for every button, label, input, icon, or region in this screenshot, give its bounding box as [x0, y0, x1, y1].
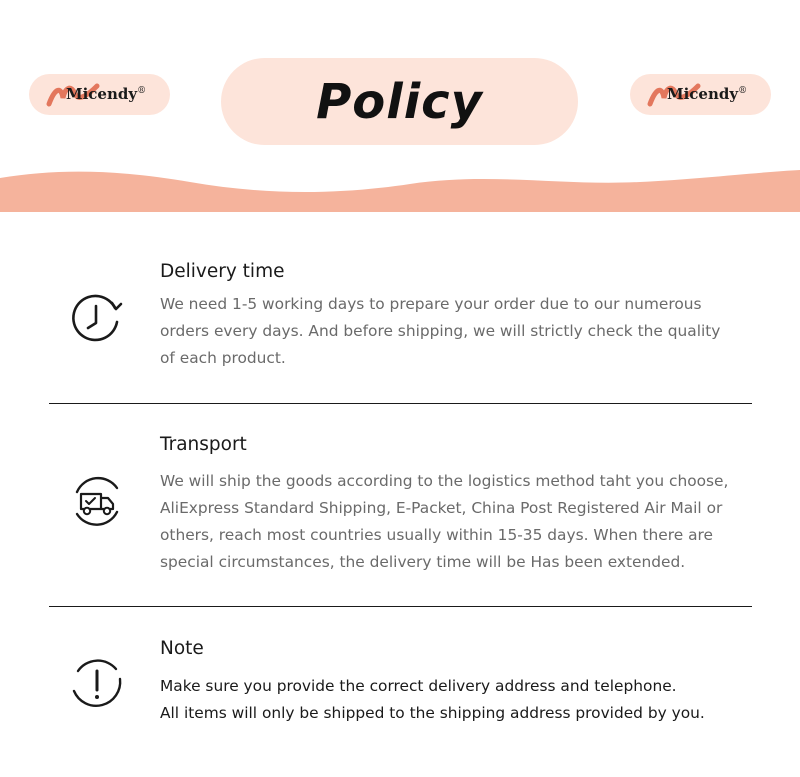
- section-body: [160, 468, 760, 576]
- brand-logo-right: [630, 74, 771, 115]
- title-pill: [221, 58, 578, 145]
- section-title: Delivery time: [160, 261, 285, 282]
- delivery-truck-icon: [68, 472, 126, 530]
- section-body: [160, 673, 760, 727]
- brand-name: Micendy®: [667, 85, 748, 103]
- section-title: Transport: [160, 434, 247, 455]
- body-line: We need 1-5 working days to prepare your order due to our numerous: [160, 295, 702, 313]
- header-wave: [0, 160, 800, 212]
- body-line: orders every days. And before shipping, we will strictly check the quality: [160, 322, 721, 340]
- section-title: Note: [160, 638, 204, 659]
- header-banner: [0, 0, 800, 212]
- page-title: Policy: [316, 73, 483, 130]
- divider: [49, 403, 752, 404]
- brand-logo-left: [29, 74, 170, 115]
- clock-icon: [68, 290, 126, 348]
- section-body: [160, 291, 760, 372]
- body-line: of each product.: [160, 349, 286, 367]
- body-line: others, reach most countries usually within 15-35 days. When there are: [160, 526, 713, 544]
- divider: [49, 606, 752, 607]
- exclamation-icon: [68, 655, 126, 713]
- body-line: We will ship the goods according to the logistics method taht you choose,: [160, 472, 729, 490]
- body-line: special circumstances, the delivery time will be Has been extended.: [160, 553, 686, 571]
- body-line: Make sure you provide the correct delivery address and telephone.: [160, 677, 677, 695]
- body-line: AliExpress Standard Shipping, E-Packet, China Post Registered Air Mail or: [160, 499, 723, 517]
- body-line: All items will only be shipped to the shipping address provided by you.: [160, 704, 705, 722]
- brand-name: Micendy®: [66, 85, 147, 103]
